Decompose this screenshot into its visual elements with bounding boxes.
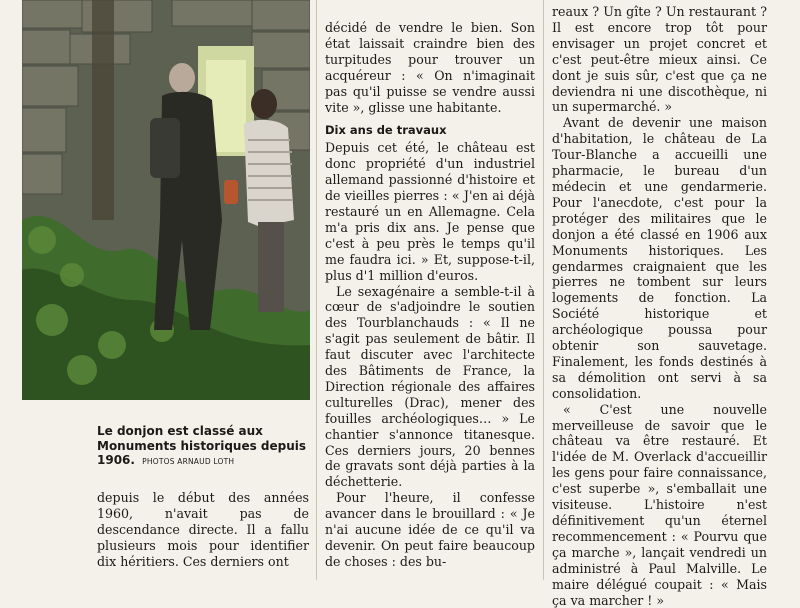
paragraph: reaux ? Un gîte ? Un restaurant ? Il est encore trop tôt pour envisager un projet concret et c'est peut-être mieux ainsi. Ce dont je suis sûr, c'est que ça ne deviendra ni une discothèque, ni un supermarché. » <box>552 4 767 115</box>
caption-text: Le donjon est classé aux Monuments historiques depuis 1906. <box>97 424 307 467</box>
photo-caption <box>97 424 307 470</box>
article-column-3 <box>552 4 767 608</box>
paragraph: depuis le début des années 1960, n'avait pas de descendance directe. Il a fallu plusieurs mois pour identifier dix héritiers. Ces derniers ont <box>97 490 309 569</box>
column-divider <box>316 0 317 580</box>
paragraph: Le sexagénaire a semble-t-il à cœur de s'adjoindre le soutien des Tourblanchauds : « Il ne s'agit pas seulement de bâtir. Il faut discuter avec l'architecte des Bâtiments de France, la Direction régionale des affaires culturelles (Drac), mener des fouilles archéologiques… » Le chantier s'annonce titanesque. Ces derniers jours, 20 bennes de gravats sont déjà parties à la déchetterie. <box>325 283 535 490</box>
paragraph: Pour l'heure, il confesse avancer dans le brouillard : « Je n'ai aucune idée de ce qu'il va devenir. On peut faire beaucoup de choses : des bu- <box>325 490 535 569</box>
column-divider <box>543 0 544 580</box>
paragraph: « C'est une nouvelle merveilleuse de savoir que le château va être restauré. Et l'idée de M. Overlack d'accueillir les gens pour faire connaissance, c'est superbe », s'emballait une visiteuse. L'histoire n'est définitivement qu'un éternel recommencement : « Pourvu que ça marche », lançait vendredi un administré à Paul Malville. Le maire délégué coupait : « Mais ça va marcher ! » <box>552 401 767 608</box>
article-photo <box>22 0 310 400</box>
article-column-1 <box>97 490 309 570</box>
paragraph: Depuis cet été, le château est donc propriété d'un industriel allemand passionné d'histoire et de vieilles pierres : « J'en ai déjà restauré un en Allemagne. Cela m'a pris dix ans. Je pense que c'est à peu près le temps qu'il me faudra ici. » Et, suppose-t-il, plus d'1 million d'euros. <box>325 140 535 283</box>
photo-castle-keep-visitors <box>22 0 310 400</box>
paragraph: Avant de devenir une maison d'habitation, le château de La Tour-Blanche a accueilli une pharmacie, le bureau d'un médecin et une gendarmerie. Pour l'anecdote, c'est pour la protéger des militaires que le donjon a été classé en 1906 aux Monuments historiques. Les gendarmes craignaient que les pierres ne tombent sur leurs logements de fonction. La Société historique et archéologique poussa pour obtenir son sauvetage. Finalement, les fonds destinés à sa démolition ont servi à sa consolidation. <box>552 115 767 401</box>
photo-credit: PHOTOS ARNAUD LOTH <box>142 457 235 466</box>
article-column-2 <box>325 20 535 570</box>
section-heading: Dix ans de travaux <box>325 123 447 138</box>
paragraph: décidé de vendre le bien. Son état laissait craindre bien des turpitudes pour trouver un acquéreur : « On n'imaginait pas qu'il puisse se vendre aussi vite », glisse une habitante. <box>325 20 535 115</box>
